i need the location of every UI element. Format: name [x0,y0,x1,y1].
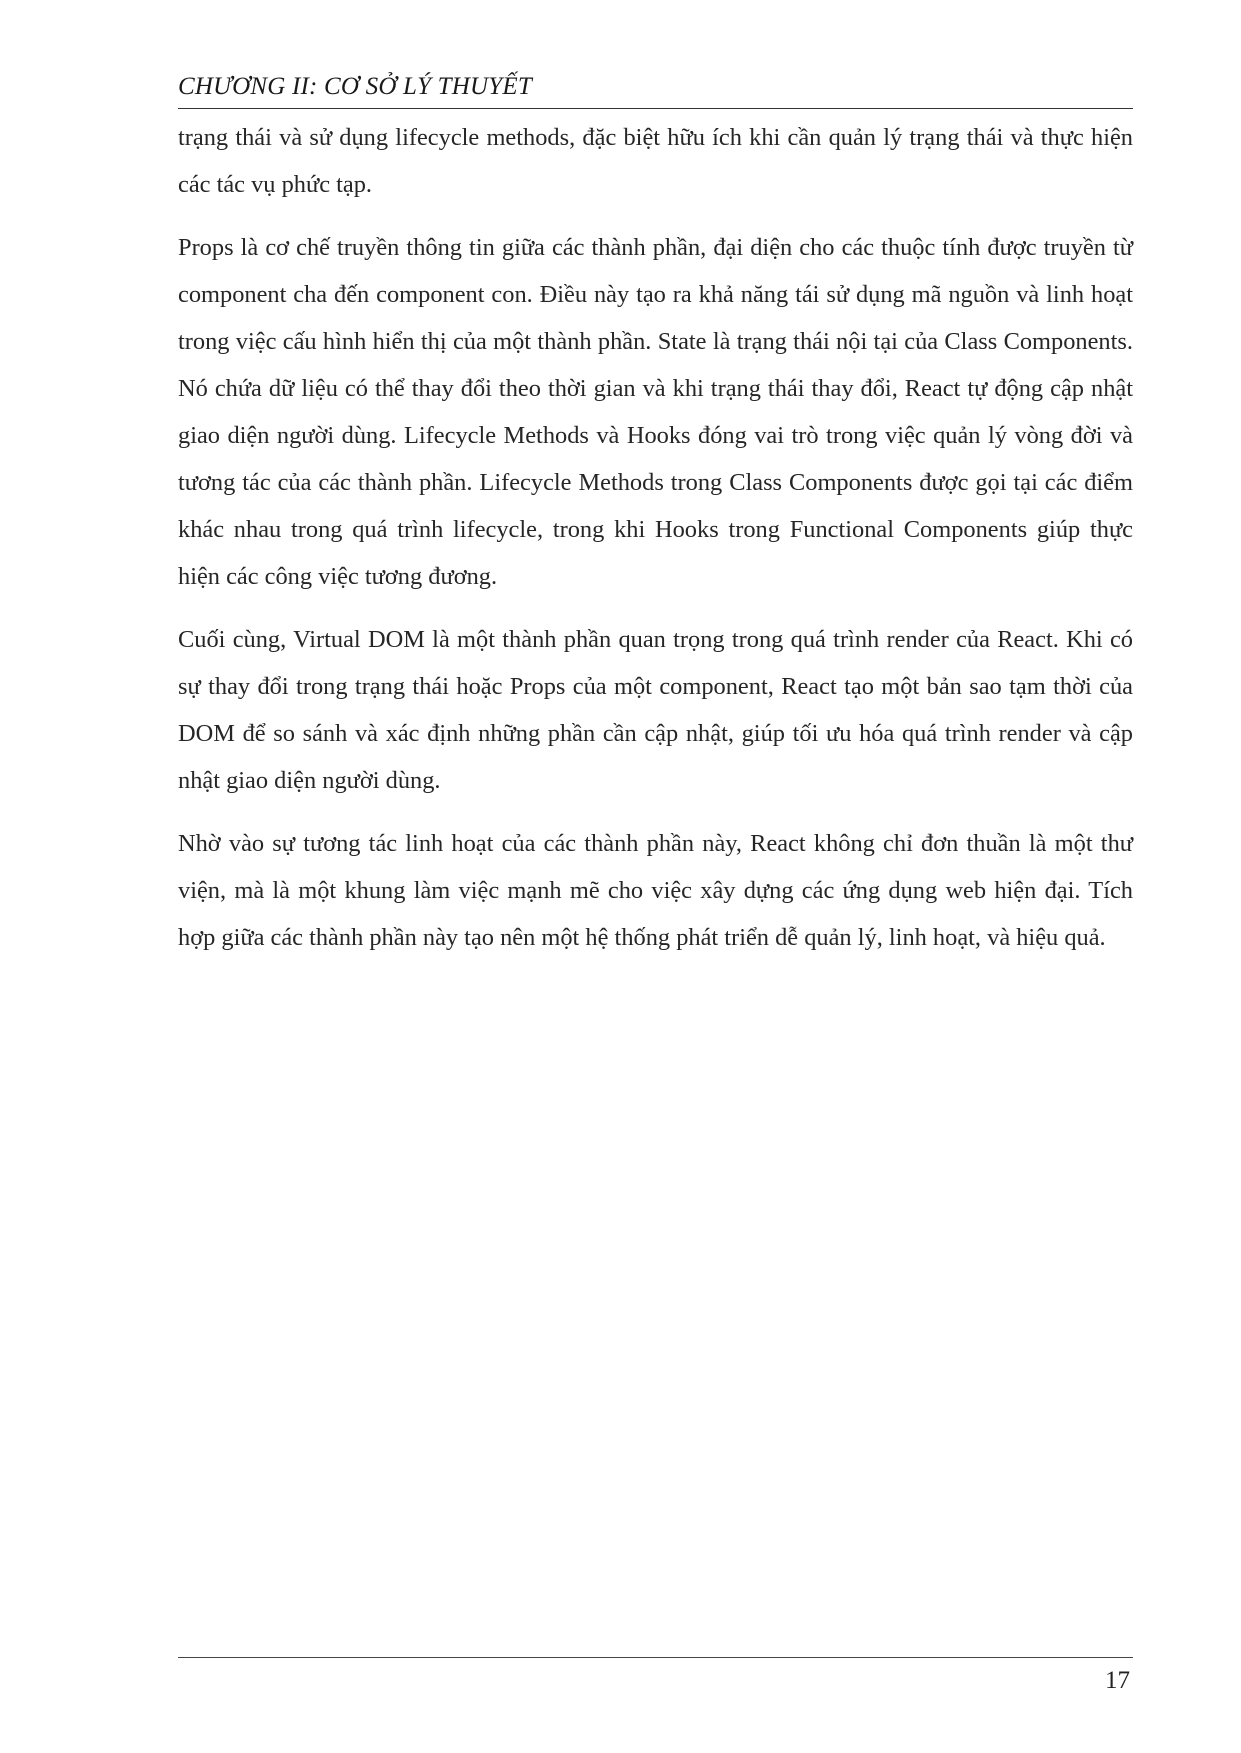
paragraph-3: Cuối cùng, Virtual DOM là một thành phần quan trọng trong quá trình render của React. Khi có sự thay đổi trong trạng thái hoặc Props của một component, React tạo một bản sao tạm thời của DOM để so sánh và xác định những phần cần cập nhật, giúp tối ưu hóa quá trình render và cập nhật giao diện người dùng. [178,626,1133,794]
footer-divider [178,1657,1133,1658]
page-number: 17 [1105,1667,1130,1694]
page-body [178,114,1133,977]
chapter-title: CHƯƠNG II: CƠ SỞ LÝ THUYẾT [178,73,532,100]
paragraph-2: Props là cơ chế truyền thông tin giữa các thành phần, đại diện cho các thuộc tính được truyền từ component cha đến component con. Điều này tạo ra khả năng tái sử dụng mã nguồn và linh hoạt trong việc cấu hình hiển thị của một thành phần. State là trạng thái nội tại của Class Components. Nó chứa dữ liệu có thể thay đổi theo thời gian và khi trạng thái thay đổi, React tự động cập nhật giao diện người dùng. Lifecycle Methods và Hooks đóng vai trò trong việc quản lý vòng đời và tương tác của các thành phần. Lifecycle Methods trong Class Components được gọi tại các điểm khác nhau trong quá trình lifecycle, trong khi Hooks trong Functional Components giúp thực hiện các công việc tương đương. [178,234,1133,590]
page-header [178,72,1133,102]
paragraph-4: Nhờ vào sự tương tác linh hoạt của các thành phần này, React không chỉ đơn thuần là một thư viện, mà là một khung làm việc mạnh mẽ cho việc xây dựng các ứng dụng web hiện đại. Tích hợp giữa các thành phần này tạo nên một hệ thống phát triển dễ quản lý, linh hoạt, và hiệu quả. [178,830,1133,951]
paragraph-1: trạng thái và sử dụng lifecycle methods, đặc biệt hữu ích khi cần quản lý trạng thái và thực hiện các tác vụ phức tạp. [178,124,1133,198]
header-divider [178,108,1133,109]
